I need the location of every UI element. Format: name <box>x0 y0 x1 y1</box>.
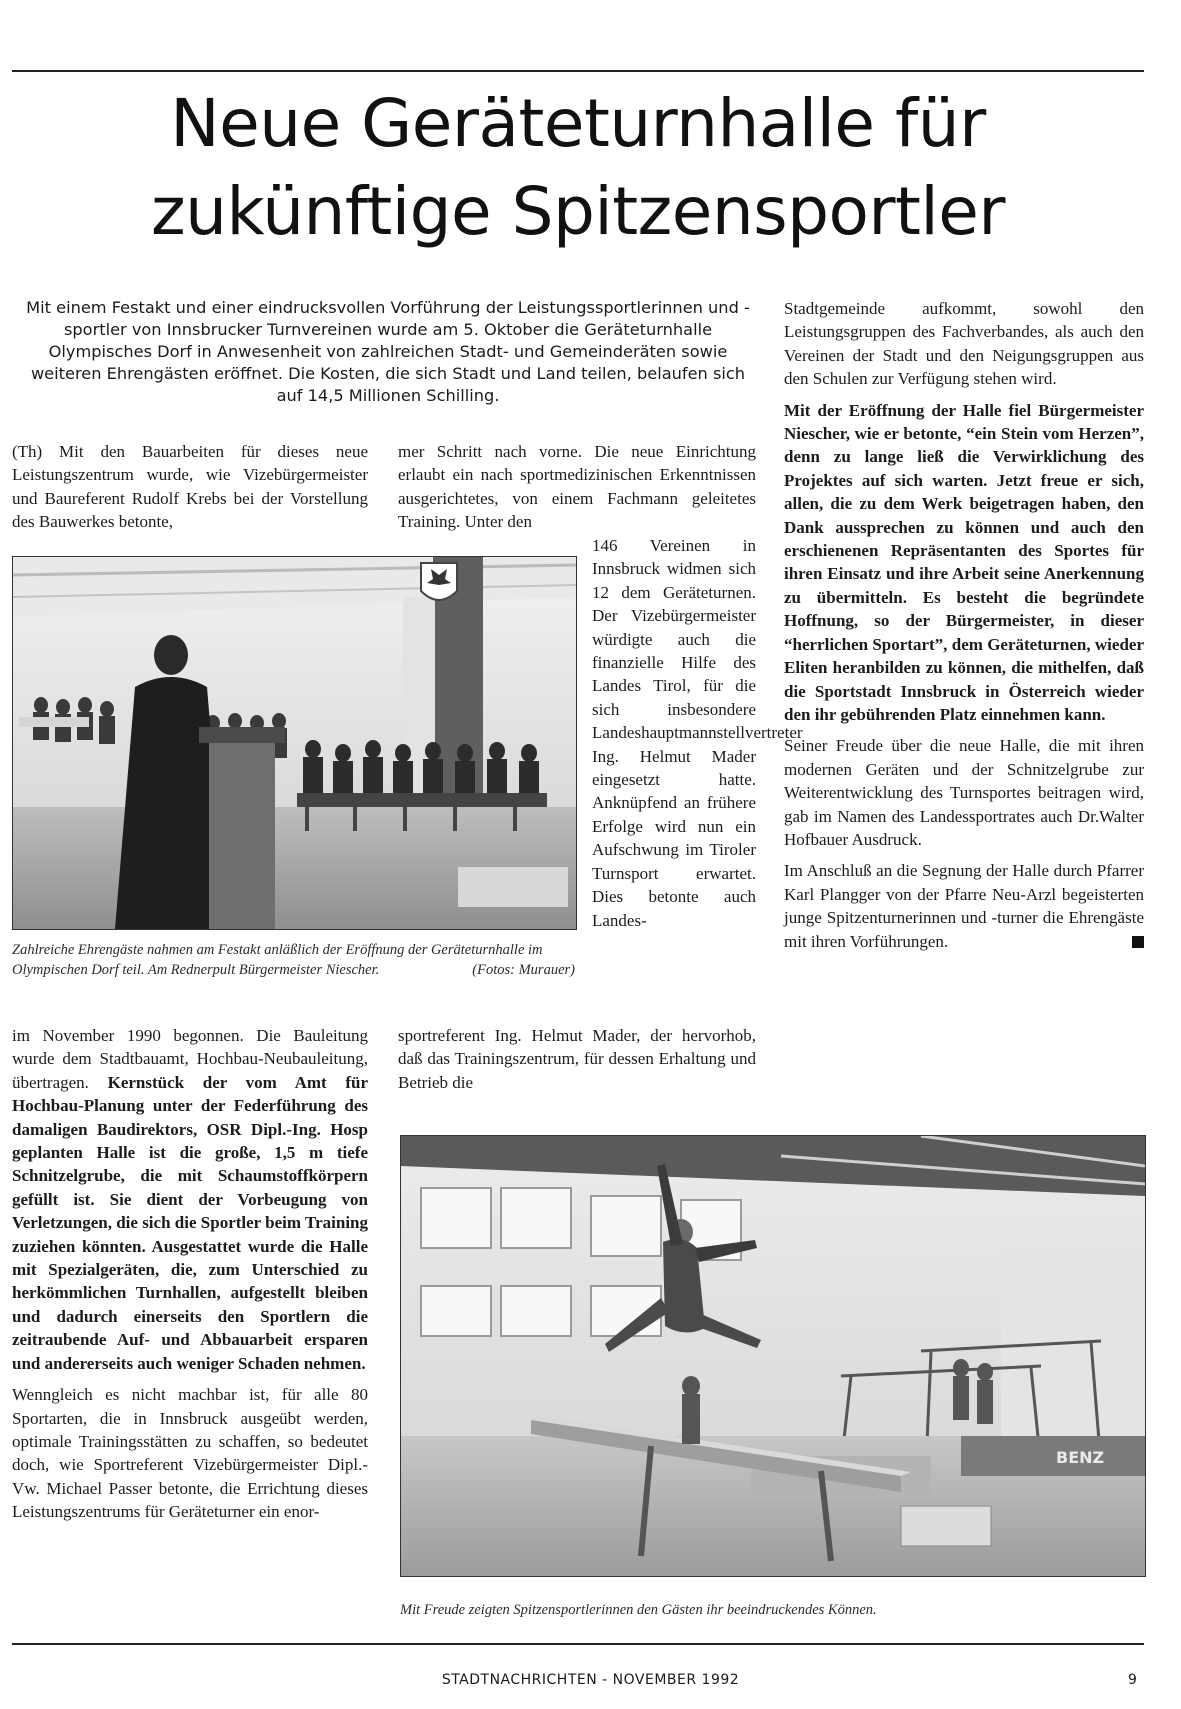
lectern <box>199 727 285 929</box>
col3-paragraph-1: Stadtgemeinde aufkommt, sowohl den Leistungsgruppen des Fachverbandes, als auch den Vereinen der Stadt und den Neigungsgruppen aus den Schulen zur Verfügung stehen wird. <box>784 299 1144 389</box>
ceremony-caption <box>12 940 575 980</box>
page-number: 9 <box>1128 1672 1138 1688</box>
col2-end: sportreferent Ing. Helmut Mader, der hervorhob, daß das Trainingszentrum, für dessen Erhaltung und Betrieb die <box>398 1026 756 1092</box>
gymnastics-photo <box>400 1135 1146 1577</box>
landing-mat <box>961 1436 1145 1476</box>
col1-body-plain: im November 1990 begonnen. Die Bauleitung wurde dem Stadtbauamt, Hochbau-Neubauleitung, übertragen. <box>12 1026 368 1092</box>
gymnastics-caption: Mit Freude zeigten Spitzensportlerinnen den Gästen ihr beeindruckendes Können. <box>400 1602 877 1618</box>
footer-publication: STADTNACHRICHTEN - NOVEMBER 1992 <box>441 1672 740 1688</box>
col3-paragraph-3: Seiner Freude über die neue Halle, die mit ihren modernen Geräten und der Schnitzelgrube zur Weiterentwicklung des Turnsportes beitragen wird, gab im Namen des Landessportrates auch Dr.Walter Hofbauer Ausdruck. <box>784 736 1144 849</box>
top-rule <box>12 70 1144 72</box>
column-1-bottom <box>12 1024 368 1524</box>
col3-paragraph-4-text: Im Anschluß an die Segnung der Halle durch Pfarrer Karl Plangger von der Pfarre Neu-Arzl begeisterten junge Spitzenturnerinnen und -turner die Ehrengäste mit ihren Vorführungen. <box>784 861 1144 951</box>
col3-paragraph-4 <box>784 859 1144 953</box>
col3-paragraph-2: Mit der Eröffnung der Halle fiel Bürgermeister Niescher, wie er betonte, “ein Stein vom Herzen”, denn zu lange ließ die Verwirklichung des Projektes auf sich warten. Jetzt freue er sich, allen, die zu dem Werk beigetragen haben, den Dank aussprechen zu können und auch den erschienenen Repräsentanten des Sportes für ihren Einsatz und ihre Arbeit seine Anerkennung zu übermitteln. Es besteht die begründete Hoffnung, so der Bürgermeister, in dieser “herrlichen Sportart”, dem Geräteturnen, wieder Eliten heranbilden zu können, die mithelfen, daß die Sportstadt Innsbruck in Österreich wieder den ihr gebührenden Platz einnehmen kann. <box>784 400 1144 724</box>
photo-credit: (Fotos: Murauer) <box>472 962 575 978</box>
col1-last: Wenngleich es nicht machbar ist, für alle 80 Sportarten, die in Innsbruck ausgeübt werden, optimale Trainingsstätten zu schaffen, so bedeutet doch, wie Sportreferent Vizebürgermeister Dipl.-Vw. Michael Passer betonte, die Errichtung dieses Leistungszentrums für Geräteturner ein enor- <box>12 1385 368 1522</box>
col1-intro: (Th) Mit den Bauarbeiten für dieses neue Leistungszentrum wurde, wie Vizebürgermeister und Baureferent Rudolf Krebs bei der Vorstellung des Bauwerkes betonte, <box>12 442 368 532</box>
lead-paragraph: Mit einem Festakt und einer eindrucksvollen Vorführung der Leistungssportlerinnen und -sportler von Innsbrucker Turnvereinen wurde am 5. Oktober die Geräteturnhalle Olympisches Dorf in Anwesenheit von zahlreichen Stadt- und Gemeinderäten sowie weiteren Ehrengästen eröffnet. Die Kosten, die sich Stadt und Land teilen, belaufen sich auf 14,5 Millionen Schilling. <box>26 298 750 405</box>
ceremony-photo <box>12 556 577 930</box>
end-of-article-mark <box>1132 936 1144 948</box>
column-2-bottom <box>398 1024 756 1094</box>
coat-of-arms-icon <box>421 563 457 600</box>
col1-body-bold: Kernstück der vom Amt für Hochbau-Planung unter der Federführung des damaligen Baudirektors, OSR Dipl.-Ing. Hosp geplanten Halle ist die große, 1,5 m tiefe Schnitzelgrube, die mit Schaumstoffkörpern gefüllt ist. Sie dient der Vorbeugung von Verletzungen, die sich die Sportler beim Training zuziehen könnten. Ausgestattet wurde die Halle mit Spezialgeräten, die, zum Unterschied zu herkömmlichen Turnhallen, aufgestellt bleiben und dadurch einerseits den Sportlern die zeitraubende Auf- und Abbauarbeit ersparen und andererseits auch weniger Schaden nehmen. <box>12 1072 368 1373</box>
headline-line-1: Neue Geräteturnhalle für <box>170 85 986 162</box>
gymnastics-photo-illustration <box>401 1136 1145 1576</box>
col2-narrow-text: 146 Vereinen in Innsbruck widmen sich 12 dem Geräteturnen. Der Vizebürgermeister würdigte auch die finanzielle Hilfe des Landes Tirol, für die sich insbesondere Landeshauptmannstellvertreter Ing. Helmut Mader eingesetzt hatte. Anknüpfend an frühere Erfolge wird nun ein Aufschwung im Tiroler Turnsport erwartet. Dies betonte auch Landes- <box>592 536 803 930</box>
col2-intro: mer Schritt nach vorne. Die neue Einrichtung erlaubt ein nach sportmedizinischen Erkenntnissen ausgerichtetes, von einem Fachmann geleitetes Training. Unter den <box>398 442 756 532</box>
col1-body <box>12 1024 368 1375</box>
column-3 <box>784 297 1144 953</box>
bottom-rule <box>12 1643 1144 1645</box>
column-1-top <box>12 440 368 534</box>
headline-line-2: zukünftige Spitzensportler <box>151 173 1005 250</box>
column-2-narrow <box>592 534 803 932</box>
column-2-top <box>398 440 756 534</box>
mat-brand-label: BENZ <box>1056 1448 1105 1467</box>
headline <box>12 80 1144 256</box>
ceremony-photo-illustration <box>13 557 576 929</box>
caption-1-text: Zahlreiche Ehrengäste nahmen am Festakt anläßlich der Eröffnung der Geräteturnhalle im Olympischen Dorf teil. Am Rednerpult Bürgermeister Niescher. <box>12 942 543 978</box>
